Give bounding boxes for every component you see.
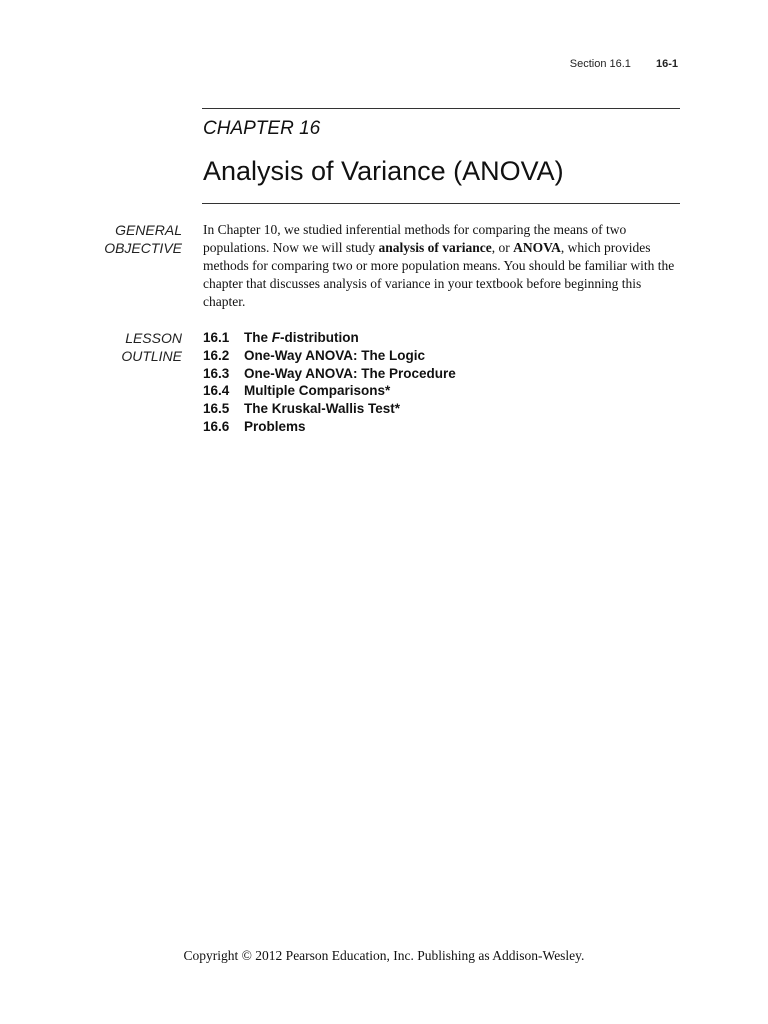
outline-item-number: 16.1 (203, 330, 230, 345)
outline-label-line1: LESSON (125, 330, 182, 346)
outline-item-title-prefix: The (244, 330, 272, 345)
running-header (570, 58, 678, 70)
lesson-outline-list (203, 329, 456, 436)
outline-item-title: The Kruskal-Wallis Test* (244, 401, 401, 417)
objective-bold-term2: ANOVA (513, 240, 561, 255)
outline-item-title-suffix: -distribution (280, 330, 359, 345)
outline-item (203, 329, 456, 347)
outline-item-title-italic: F (271, 330, 281, 345)
outline-item-number: 16.2 (203, 347, 230, 363)
outline-item-number: 16.6 (203, 418, 230, 434)
section-label: Section 16.1 (569, 58, 631, 70)
chapter-label: CHAPTER 16 (203, 118, 321, 139)
objective-text-part2: , or (491, 240, 514, 255)
outline-item-title: One-Way ANOVA: The Logic (244, 347, 426, 363)
outline-item-number: 16.5 (203, 401, 230, 417)
outline-item-number: 16.4 (203, 383, 230, 399)
objective-bold-term1: analysis of variance (378, 240, 492, 255)
objective-margin-label (62, 221, 182, 257)
outline-item-number: 16.3 (203, 365, 230, 381)
outline-margin-label (62, 329, 182, 365)
copyright-footer: Copyright © 2012 Pearson Education, Inc. Publishing as Addison-Wesley. (183, 948, 585, 963)
outline-item (203, 382, 456, 400)
bottom-rule (202, 203, 680, 204)
outline-item-title: Problems (244, 418, 306, 434)
outline-item (203, 347, 456, 365)
outline-item (203, 400, 456, 418)
outline-item (203, 365, 456, 383)
outline-item (203, 418, 456, 436)
outline-item-title: Multiple Comparisons* (244, 383, 391, 399)
objective-label-line1: GENERAL (115, 222, 182, 238)
outline-item-title: One-Way ANOVA: The Procedure (244, 365, 456, 381)
objective-text-part1: In Chapter 10, we studied inferential methods for comparing the means of two populations. Now we will study (203, 222, 627, 255)
objective-label-line2: OBJECTIVE (104, 240, 182, 256)
objective-paragraph (203, 221, 681, 311)
page-number: 16-1 (655, 58, 678, 70)
chapter-title: Analysis of Variance (ANOVA) (203, 156, 564, 186)
outline-item-title (244, 330, 359, 345)
top-rule (202, 108, 680, 109)
objective-text-part3: , which provides methods for comparing two or more population means. You should be familiar with the chapter that discusses analysis of variance in your textbook before beginning this chapter. (203, 240, 675, 309)
outline-label-line2: OUTLINE (121, 348, 182, 364)
